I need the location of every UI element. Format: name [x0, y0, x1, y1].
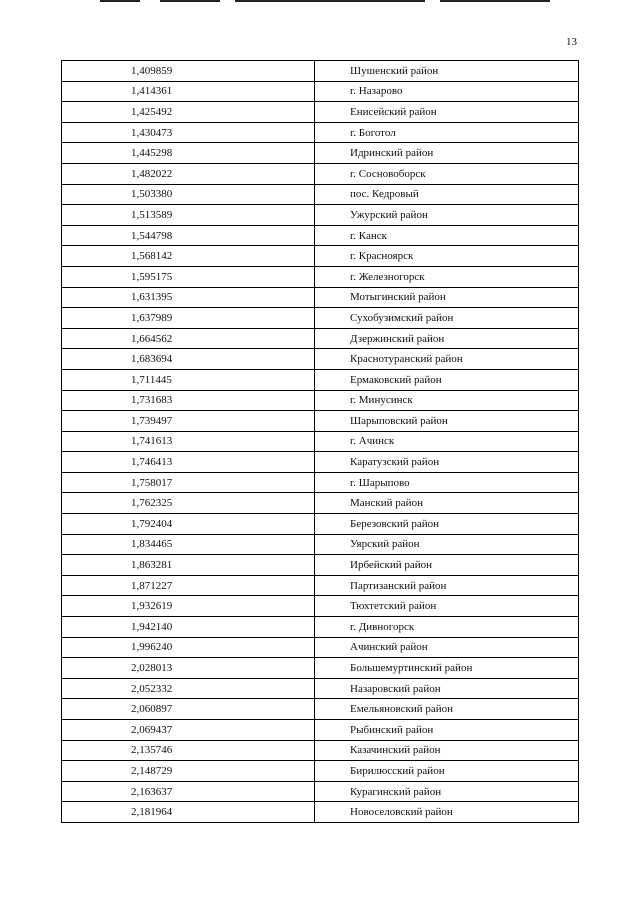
coefficient-cell: 1,996240	[62, 637, 315, 658]
territory-cell: г. Боготол	[315, 122, 579, 143]
scan-top-edge	[0, 0, 639, 3]
coefficient-cell: 1,792404	[62, 514, 315, 535]
coefficient-table	[61, 60, 579, 823]
territory-cell: Партизанский район	[315, 575, 579, 596]
territory-cell: г. Железногорск	[315, 266, 579, 287]
territory-cell: Назаровский район	[315, 678, 579, 699]
table-row	[62, 472, 579, 493]
coefficient-cell: 1,414361	[62, 81, 315, 102]
territory-cell: Ужурский район	[315, 205, 579, 226]
table-row	[62, 205, 579, 226]
coefficient-cell: 2,052332	[62, 678, 315, 699]
table-row	[62, 699, 579, 720]
table-row	[62, 349, 579, 370]
territory-cell: пос. Кедровый	[315, 184, 579, 205]
table-row	[62, 637, 579, 658]
table-row	[62, 390, 579, 411]
territory-cell: г. Ачинск	[315, 431, 579, 452]
coefficient-cell: 1,683694	[62, 349, 315, 370]
coefficient-cell: 2,163637	[62, 781, 315, 802]
territory-cell: Ирбейский район	[315, 555, 579, 576]
territory-cell: Тюхтетский район	[315, 596, 579, 617]
territory-cell: г. Красноярск	[315, 246, 579, 267]
territory-cell: Казачинский район	[315, 740, 579, 761]
table-row	[62, 102, 579, 123]
coefficient-cell: 2,148729	[62, 761, 315, 782]
coefficient-cell: 1,482022	[62, 163, 315, 184]
table-row	[62, 720, 579, 741]
territory-cell: Енисейский район	[315, 102, 579, 123]
scan-mark	[160, 0, 220, 2]
coefficient-cell: 1,544798	[62, 225, 315, 246]
coefficient-cell: 1,871227	[62, 575, 315, 596]
coefficient-cell: 1,568142	[62, 246, 315, 267]
territory-cell: Березовский район	[315, 514, 579, 535]
coefficient-cell: 1,637989	[62, 308, 315, 329]
table-row	[62, 431, 579, 452]
table-row	[62, 575, 579, 596]
table-row	[62, 678, 579, 699]
table-row	[62, 555, 579, 576]
coefficient-cell: 2,069437	[62, 720, 315, 741]
table-row	[62, 514, 579, 535]
coefficient-cell: 2,181964	[62, 802, 315, 823]
coefficient-cell: 1,739497	[62, 411, 315, 432]
territory-cell: Манский район	[315, 493, 579, 514]
coefficient-cell: 1,711445	[62, 369, 315, 390]
territory-cell: Идринский район	[315, 143, 579, 164]
territory-cell: Новоселовский район	[315, 802, 579, 823]
territory-cell: Большемуртинский район	[315, 658, 579, 679]
coefficient-cell: 1,741613	[62, 431, 315, 452]
territory-cell: Рыбинский район	[315, 720, 579, 741]
territory-cell: г. Назарово	[315, 81, 579, 102]
coefficient-cell: 1,731683	[62, 390, 315, 411]
coefficient-cell: 1,631395	[62, 287, 315, 308]
coefficient-cell: 1,942140	[62, 617, 315, 638]
scan-mark	[100, 0, 140, 2]
table-row	[62, 802, 579, 823]
coefficient-cell: 1,762325	[62, 493, 315, 514]
coefficient-cell: 1,409859	[62, 61, 315, 82]
territory-cell: Дзержинский район	[315, 328, 579, 349]
territory-cell: Шушенский район	[315, 61, 579, 82]
coefficient-cell: 2,060897	[62, 699, 315, 720]
coefficient-cell: 1,746413	[62, 452, 315, 473]
table-body	[62, 61, 579, 823]
table-row	[62, 761, 579, 782]
territory-cell: Курагинский район	[315, 781, 579, 802]
table-row	[62, 452, 579, 473]
table-row	[62, 369, 579, 390]
coefficient-cell: 1,932619	[62, 596, 315, 617]
table-row	[62, 163, 579, 184]
territory-cell: г. Канск	[315, 225, 579, 246]
scan-mark	[440, 0, 550, 2]
territory-cell: Емельяновский район	[315, 699, 579, 720]
coefficient-cell: 1,513589	[62, 205, 315, 226]
territory-cell: г. Сосновоборск	[315, 163, 579, 184]
coefficient-cell: 1,503380	[62, 184, 315, 205]
coefficient-cell: 2,135746	[62, 740, 315, 761]
table-row	[62, 328, 579, 349]
table-row	[62, 287, 579, 308]
table-row	[62, 308, 579, 329]
coefficient-cell: 1,595175	[62, 266, 315, 287]
table-row	[62, 534, 579, 555]
table-row	[62, 225, 579, 246]
scan-mark	[235, 0, 425, 2]
territory-cell: Мотыгинский район	[315, 287, 579, 308]
table-row	[62, 411, 579, 432]
territory-cell: г. Шарыпово	[315, 472, 579, 493]
table-row	[62, 596, 579, 617]
coefficient-cell: 1,430473	[62, 122, 315, 143]
table-row	[62, 658, 579, 679]
table-row	[62, 617, 579, 638]
table-row	[62, 61, 579, 82]
territory-cell: Бирилюсский район	[315, 761, 579, 782]
table-row	[62, 493, 579, 514]
table-row	[62, 246, 579, 267]
coefficient-cell: 1,834465	[62, 534, 315, 555]
coefficient-cell: 2,028013	[62, 658, 315, 679]
page-number: 13	[566, 36, 577, 48]
table-row	[62, 143, 579, 164]
table-row	[62, 740, 579, 761]
territory-cell: Шарыповский район	[315, 411, 579, 432]
coefficient-cell: 1,445298	[62, 143, 315, 164]
territory-cell: Ермаковский район	[315, 369, 579, 390]
table-row	[62, 122, 579, 143]
territory-cell: Сухобузимский район	[315, 308, 579, 329]
coefficient-cell: 1,664562	[62, 328, 315, 349]
territory-cell: Уярский район	[315, 534, 579, 555]
coefficient-cell: 1,758017	[62, 472, 315, 493]
table-row	[62, 184, 579, 205]
territory-cell: Краснотуранский район	[315, 349, 579, 370]
territory-cell: Каратузский район	[315, 452, 579, 473]
table-row	[62, 781, 579, 802]
table-row	[62, 81, 579, 102]
territory-cell: Ачинский район	[315, 637, 579, 658]
table-row	[62, 266, 579, 287]
territory-cell: г. Минусинск	[315, 390, 579, 411]
coefficient-cell: 1,425492	[62, 102, 315, 123]
territory-cell: г. Дивногорск	[315, 617, 579, 638]
coefficient-cell: 1,863281	[62, 555, 315, 576]
